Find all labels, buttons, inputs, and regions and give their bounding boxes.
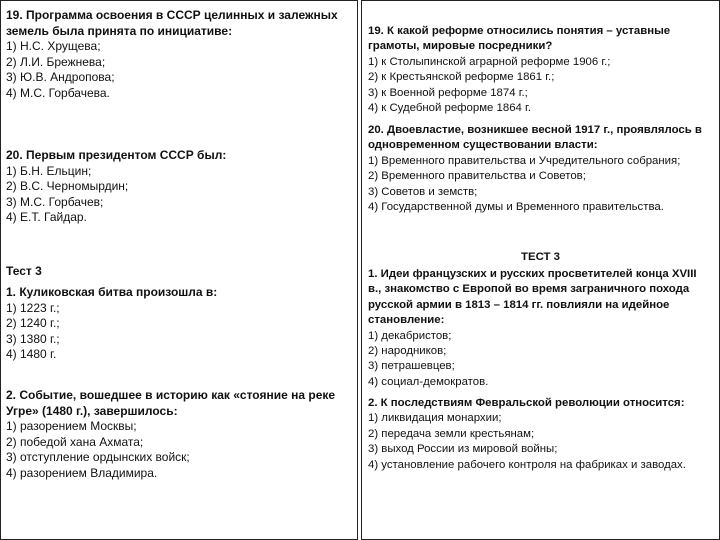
option-1: 1) 1223 г.; [6,300,60,315]
option-1: 1) Н.С. Хрущева; [6,39,101,54]
right-question-19 [368,24,713,116]
option-4: 4) Е.Т. Гайдар. [6,210,87,225]
question-title: 1. Куликовская битва произошла в: [6,285,218,299]
option-2: 2) победой хана Ахмата; [6,434,144,449]
option-2: 2) передача земли крестьянам; [368,427,535,440]
option-4: 4) М.С. Горбачева. [6,85,110,100]
option-1: 1) разорением Москвы; [6,419,137,434]
question-title: 2. Событие, вошедшее в историю как «стояние на реке Угре» (1480 г.), завершилось: [6,388,336,418]
question-title: 20. Двоевластие, возникшее весной 1917 г., проявлялось в одновременном существовании власти: [368,124,702,152]
right-question-2 [368,396,713,473]
option-1: 1) декабристов; [368,329,452,342]
option-4: 4) Государственной думы и Временного правительства. [368,201,664,214]
option-3: 3) выход России из мировой войны; [368,443,558,456]
question-title: 19. Программа освоения в СССР целинных и залежных земель была принята по инициативе: [6,8,338,38]
option-2: 2) народников; [368,345,447,358]
option-3: 3) к Военной реформе 1874 г.; [368,86,528,99]
left-question-2 [6,388,351,482]
right-question-20 [368,123,713,215]
option-2: 2) Временного правительства и Советов; [368,170,586,183]
option-2: 2) Л.И. Брежнева; [6,54,106,69]
option-4: 4) установление рабочего контроля на фабриках и заводах. [368,458,686,471]
option-2: 2) к Крестьянской реформе 1861 г.; [368,71,555,84]
option-3: 3) петрашевцев; [368,360,455,373]
option-2: 2) 1240 г.; [6,316,60,331]
option-4: 4) социал-демократов. [368,375,489,388]
left-question-1 [6,285,351,363]
left-test-heading: Тест 3 [6,264,42,278]
option-1: 1) Б.Н. Ельцин; [6,163,92,178]
option-3: 3) Ю.В. Андропова; [6,70,115,85]
option-3: 3) Советов и земств; [368,185,478,198]
option-3: 3) отступление ордынских войск; [6,450,190,465]
option-3: 3) М.С. Горбачев; [6,194,104,209]
option-4: 4) к Судебной реформе 1864 г. [368,102,531,115]
option-1: 1) Временного правительства и Учредительного собрания; [368,154,681,167]
option-2: 2) В.С. Черномырдин; [6,179,129,194]
right-question-1 [368,267,713,390]
question-title: 1. Идеи французских и русских просветителей конца XVIII в., знакомство с Европой во время заграничного похода русской армии в 1813 – 1814 гг. повлияли на идейное становление: [368,268,697,327]
option-4: 4) разорением Владимира. [6,465,158,480]
column-divider [357,0,362,540]
option-1: 1) ликвидация монархии; [368,412,502,425]
question-title: 2. К последствиям Февральской революции относится: [368,397,685,409]
left-question-20 [6,148,351,226]
question-title: 19. К какой реформе относились понятия – уставные грамоты, мировые посредники? [368,25,671,53]
option-1: 1) к Столыпинской аграрной реформе 1906 г.; [368,55,611,68]
left-question-19 [6,8,351,102]
right-test-heading: ТЕСТ 3 [521,251,560,263]
option-4: 4) 1480 г. [6,347,57,362]
option-3: 3) 1380 г.; [6,331,60,346]
question-title: 20. Первым президентом СССР был: [6,148,227,162]
